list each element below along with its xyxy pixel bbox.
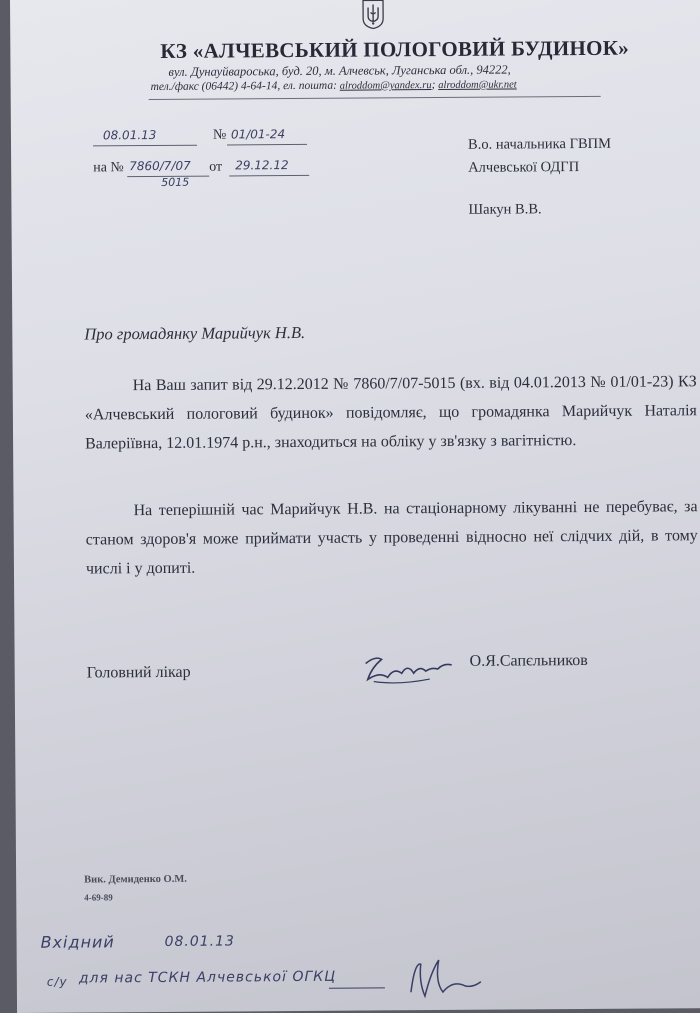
contact-prefix: тел./факс (06442) 4-64-14, ел. пошта: (150, 79, 337, 94)
handwritten-note-date: 08.01.13 (164, 933, 235, 950)
from-label: от (209, 159, 223, 175)
handwritten-signature (358, 649, 458, 690)
reference-label: на № (93, 160, 124, 176)
handwritten-underline (329, 987, 385, 988)
handwritten-initials (405, 952, 485, 1003)
number-label: № (212, 127, 227, 143)
addressee-department: Алчевської ОДГП (468, 159, 580, 176)
handwritten-note-prefix: с/у (46, 974, 68, 989)
handwritten-note-text: для нас ТСКН Алчевської ОГКЦ (78, 968, 337, 987)
outgoing-date-line (93, 145, 197, 147)
handwritten-note-word: Вхідний (40, 932, 115, 952)
outgoing-number: 01/01-24 (230, 127, 286, 142)
contact-line (151, 78, 517, 93)
addressee-name: Шакун В.В. (468, 201, 542, 218)
email-separator: ; (431, 79, 436, 92)
reference-number: 7860/7/07 (129, 158, 191, 174)
organization-name: КЗ «АЛЧЕВСЬКИЙ ПОЛОГОВИЙ БУДИНОК» (160, 35, 630, 63)
executor-name: Вик. Демиденко О.М. (84, 873, 187, 886)
email-link-2[interactable]: alroddom@ukr.net (438, 79, 517, 92)
body-paragraph-1-text: На Ваш запит від 29.12.2012 № 7860/7/07-5015 (вх. від 04.01.2013 № 01/01-23) КЗ «Алчевський пологовий будинок» повідомляє, що громадянка Марийчук Наталія Валеріївна, 12.01.1974 р.н., знаходиться на обліку у зв'язку з вагітністю. (84, 373, 697, 453)
signatory-title: Головний лікар (86, 663, 191, 682)
signatory-name: О.Я.Сапєльников (469, 651, 588, 670)
outgoing-date: 08.01.13 (102, 127, 157, 143)
letter-subject: Про громадянку Марийчук Н.В. (84, 322, 306, 344)
addressee-position: В.о. начальника ГВПМ (467, 135, 612, 153)
reference-date: 29.12.12 (235, 158, 289, 173)
reference-number-suffix: 5015 (161, 175, 190, 189)
outgoing-number-line (227, 144, 307, 146)
header-divider (149, 96, 601, 100)
body-paragraph-2-text: На теперішній час Марийчук Н.В. на стаціонарному лікуванні не перебуває, за станом здоров'я може приймати участь у проведенні відносно неї слідчих дій, в тому числі і у допиті. (85, 498, 698, 578)
reference-date-line (229, 175, 309, 177)
document-page (10, 0, 700, 1013)
body-paragraph-1 (85, 367, 698, 458)
executor-phone: 4-69-89 (84, 892, 113, 903)
email-link-1[interactable]: alroddom@yandex.ru (339, 80, 432, 92)
address-line: вул. Дунауйвароська, буд. 20, м. Алчевськ, Луганська обл., 94222, (168, 62, 511, 79)
body-paragraph-2 (85, 492, 698, 583)
trident-coat-of-arms-icon (362, 0, 384, 30)
